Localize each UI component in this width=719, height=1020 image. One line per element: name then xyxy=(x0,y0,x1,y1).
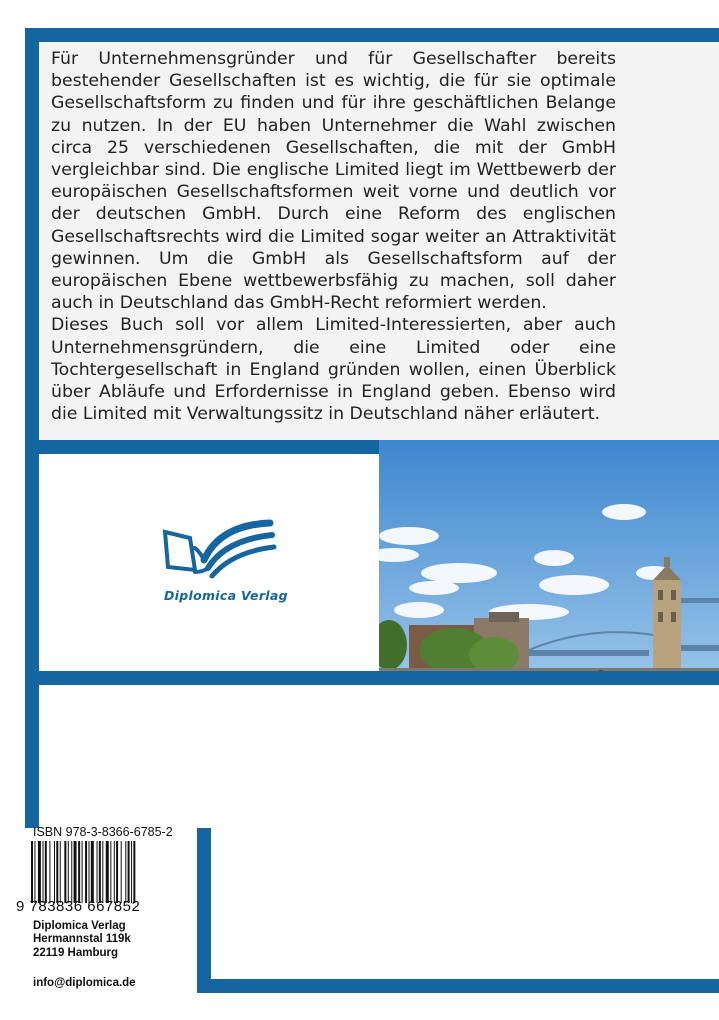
barcode-bar xyxy=(64,841,66,903)
barcode-bar xyxy=(45,841,47,903)
barcode-bar xyxy=(91,841,94,903)
barcode-bar xyxy=(34,841,35,903)
barcode-bar xyxy=(133,841,135,903)
barcode-bar xyxy=(121,841,122,903)
frame-middle-bar xyxy=(39,671,719,685)
barcode-digits: 9 783836 667852 xyxy=(16,898,141,915)
blurb-paragraph-2: Dieses Buch soll vor allem Limited-Interessierten, aber auch Unternehmensgründern, die eine Limited oder eine Tochtergesellschaft in England gründen wollen, einen Überblick über Abläufe und Erfordernisse in England geben. Ebenso wird die Limited mit Verwaltungssitz in Deutschland näher erläutert. xyxy=(51,315,616,425)
barcode-bar xyxy=(128,841,130,903)
barcode-bar xyxy=(71,841,72,903)
barcode-bar xyxy=(106,841,109,903)
barcode-bar xyxy=(54,841,55,903)
frame-left-lower-bar xyxy=(197,828,211,993)
barcode-bar xyxy=(56,841,58,903)
tower-bridge-photo xyxy=(379,440,719,685)
barcode-bar xyxy=(31,841,33,903)
address-line-3: 22119 Hamburg xyxy=(33,946,119,959)
address-line-1: Diplomica Verlag xyxy=(33,920,126,932)
barcode-bar xyxy=(68,841,69,903)
barcode-bar xyxy=(49,841,50,903)
barcode-bar xyxy=(38,841,41,903)
barcode-bar xyxy=(85,841,87,903)
blurb-paragraph-1: Für Unternehmensgründer und für Gesellschafter bereits bestehender Gesellschaften ist es wichtig, die für sie optimale Gesellschaftsform zu finden und für ihre geschäftlichen Belange zu nutzen. In der EU haben Unternehmer die Wahl zwischen circa 25 verschiedenen Gesellschaften, die mit der GmbH vergleichbar sind. Die englische Limited liegt im Wettbewerb der europäischen Gesellschaftsformen weit vorne und deutlich vor der deutschen GmbH. Durch eine Reform des englischen Gesellschaftsrechts wird die Limited sogar weiter an Attraktivität gewinnen. Um die GmbH als Gesellschaftsform auf der europäischen Ebene wettbewerbsfähig zu machen, soll daher auch in Deutschland das GmbH-Recht reformiert werden. xyxy=(51,49,616,314)
frame-top-bar xyxy=(25,28,719,42)
address-line-2: Hermannstal 119k xyxy=(33,933,131,946)
barcode-bar xyxy=(110,841,111,903)
barcode-bar xyxy=(125,841,126,903)
barcode-bar xyxy=(82,841,83,903)
barcode-bar xyxy=(116,841,118,903)
isbn-label: ISBN 978-3-8366-6785-2 xyxy=(33,825,173,839)
frame-bottom-bar xyxy=(197,979,719,993)
barcode-bar xyxy=(97,841,98,903)
barcode-bar xyxy=(60,841,61,903)
publisher-logo-name: Diplomica Verlag xyxy=(164,588,288,603)
publisher-address xyxy=(33,920,131,960)
barcode-bar xyxy=(89,841,90,903)
barcode-bar xyxy=(102,841,103,903)
publisher-email: info@diplomica.de xyxy=(33,977,136,989)
barcode-bar xyxy=(43,841,44,903)
frame-left-bar xyxy=(25,28,39,828)
frame-divider-bar xyxy=(39,440,379,454)
barcode-bar xyxy=(114,841,115,903)
back-cover-blurb xyxy=(51,48,616,425)
barcode-bar xyxy=(131,841,132,903)
barcode-bar xyxy=(74,841,77,903)
barcode-bar xyxy=(99,841,101,903)
barcode-bar xyxy=(78,841,80,903)
